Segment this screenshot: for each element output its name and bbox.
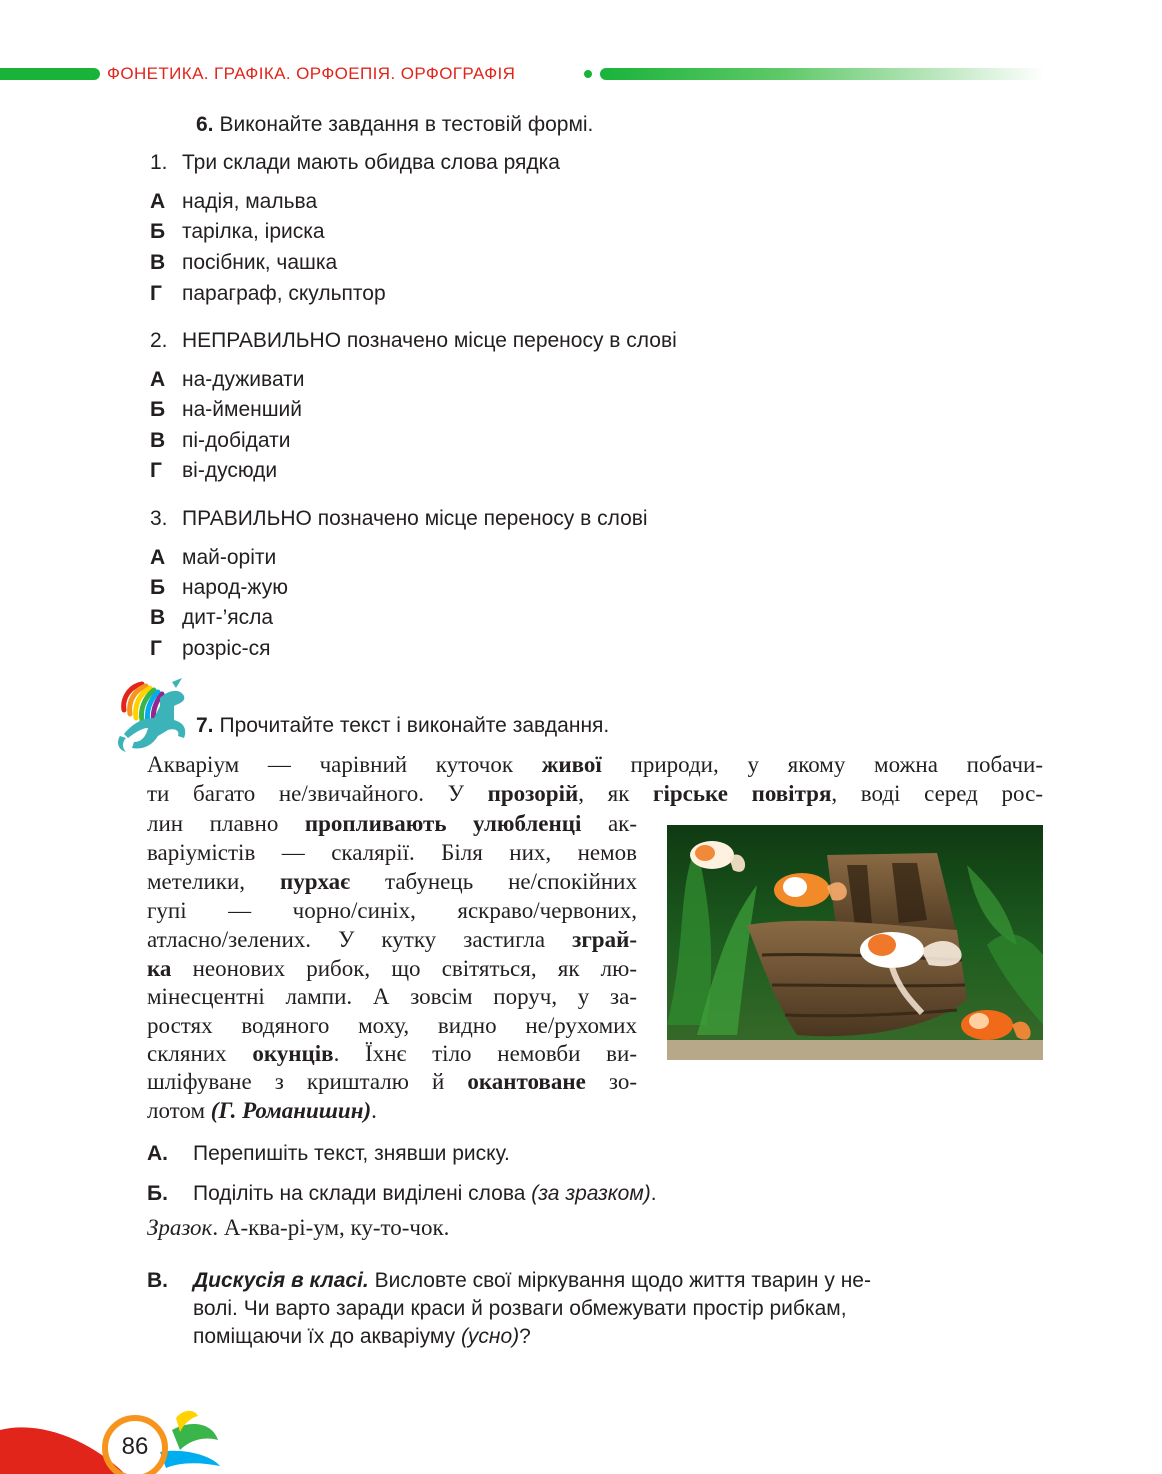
q1-option-a [150, 189, 317, 215]
option-letter: В [150, 606, 166, 629]
option-text: надія, мальва [182, 190, 318, 213]
text-run: . Їхнє тіло немовби ви- [333, 1041, 638, 1066]
option-letter: Г [150, 637, 162, 660]
text-run: атласно/зелених. У кутку застигла [147, 927, 573, 952]
text-line [147, 840, 637, 866]
text-run: табунець не/спокійних [350, 869, 637, 894]
subtask-letter: В. [147, 1269, 168, 1292]
subtask-text: Перепишіть текст, знявши риску. [193, 1142, 510, 1165]
text-line [147, 752, 1043, 778]
question-number: 3. [150, 507, 168, 530]
text-line [147, 956, 637, 982]
header-bar-left [0, 68, 100, 80]
discussion-line1: Висловте свої міркування щодо життя тварин у не- [368, 1269, 871, 1292]
question-3 [150, 506, 648, 532]
text-run: Акваріум — чарівний куточок [147, 752, 542, 777]
text-run: ак- [581, 811, 637, 836]
subtask-note: (за зразком) [531, 1182, 651, 1205]
option-text: дит-’ясла [182, 606, 274, 629]
option-text: пі-добідати [182, 429, 291, 452]
sample-line [147, 1215, 449, 1241]
option-text: народ-жую [182, 576, 288, 599]
q2-option-a [150, 367, 305, 393]
option-letter: Г [150, 459, 162, 482]
bold-word: окантоване [467, 1069, 586, 1094]
header-dot [584, 70, 592, 78]
bold-word: ка [147, 956, 172, 981]
sample-text: . А-ква-рі-ум, ку-то-чок. [212, 1215, 450, 1240]
option-letter: Г [150, 282, 162, 305]
option-text: на-дуживати [182, 368, 305, 391]
text-run: , воді серед рос- [831, 781, 1043, 806]
q1-option-d [150, 281, 386, 307]
subtask-a [147, 1141, 510, 1167]
text-line [147, 781, 1043, 807]
page-number: 86 [121, 1433, 149, 1460]
option-letter: В [150, 429, 166, 452]
bold-word: прозорій [487, 781, 579, 806]
q2-option-b [150, 397, 302, 423]
text-run: шліфуване з кришталю й [147, 1069, 468, 1094]
text-run: лотом [147, 1098, 211, 1123]
option-text: ві-дусюди [182, 459, 278, 482]
task6-instruction: Виконайте завдання в тестовій формі. [219, 113, 594, 136]
text-run: скляних [147, 1041, 253, 1066]
text-line [147, 1041, 637, 1067]
subtask-text: Поділіть на склади виділені слова [193, 1182, 532, 1205]
option-text: розріс-ся [182, 637, 271, 660]
q2-option-d [150, 458, 277, 484]
q1-option-b [150, 219, 325, 245]
option-text: тарілка, іриска [182, 220, 325, 243]
text-line [147, 984, 637, 1010]
task6-number: 6. [196, 113, 214, 136]
text-run: природи, у якому можна побачи- [601, 752, 1043, 777]
task7-instruction: Прочитайте текст і виконайте завдання. [219, 714, 610, 737]
bold-word: окунців [252, 1041, 334, 1066]
option-letter: Б [150, 398, 166, 421]
option-letter: Б [150, 576, 166, 599]
question-text: НЕПРАВИЛЬНО позначено місце переносу в слові [182, 329, 677, 352]
option-text: параграф, скульптор [182, 282, 386, 305]
bold-word: зграй- [572, 927, 637, 952]
sample-label: Зразок [147, 1215, 213, 1240]
question-number: 2. [150, 329, 168, 352]
text-line [147, 869, 637, 895]
option-text: на-йменший [182, 398, 303, 421]
text-line [147, 927, 637, 953]
page-header [0, 62, 1162, 88]
section-title: ФОНЕТИКА. ГРАФІКА. ОРФОЕПІЯ. ОРФОГРАФІЯ [107, 64, 516, 83]
text-line [147, 1013, 637, 1039]
option-letter: А [150, 546, 166, 569]
bold-word: гірське повітря [653, 781, 832, 806]
subtask-letter: Б. [147, 1182, 168, 1205]
text-run: ти багато не/звичайного. У [147, 781, 488, 806]
option-letter: А [150, 190, 166, 213]
text-run: лин плавно [147, 811, 305, 836]
subtask-tail: . [650, 1182, 657, 1205]
text-run: . [371, 1098, 377, 1123]
question-number: 1. [150, 151, 168, 174]
option-text: посібник, чашка [182, 251, 338, 274]
discussion-line3 [193, 1324, 531, 1350]
bold-word: пропливають улюбленці [304, 811, 582, 836]
q1-option-c [150, 250, 337, 276]
q3-option-b [150, 575, 288, 601]
discussion-tail: ? [519, 1325, 531, 1348]
text-line [147, 898, 637, 924]
bold-word: пурхає [279, 869, 351, 894]
task6-heading [196, 112, 593, 138]
question-text: Три склади мають обидва слова рядка [182, 151, 560, 174]
q3-option-a [150, 545, 276, 571]
option-letter: Б [150, 220, 166, 243]
question-2 [150, 328, 677, 354]
subtask-c [147, 1268, 871, 1294]
subtask-letter: А. [147, 1142, 168, 1165]
text-run: варіумістів — скалярії. Біля них, немов [147, 840, 637, 865]
discussion-note: (усно) [460, 1325, 520, 1348]
text-run: ростях водяного моху, видно не/рухомих [147, 1013, 637, 1038]
q3-option-d [150, 636, 270, 662]
bold-word: живої [541, 752, 602, 777]
author-citation: (Г. Романишин) [210, 1098, 372, 1123]
text-line [147, 1069, 637, 1095]
text-run: мінесцентні лампи. А зовсім поруч, у за- [147, 984, 637, 1009]
text-run: гупі — чорно/синіх, яскраво/червоних, [147, 898, 637, 923]
discussion-line2: волі. Чи варто заради краси й розваги обмежувати простір рибкам, [193, 1297, 847, 1320]
subtask-b [147, 1181, 657, 1207]
q3-option-c [150, 605, 273, 631]
task7-number: 7. [196, 714, 214, 737]
text-line [147, 1098, 637, 1124]
q2-option-c [150, 428, 290, 454]
header-bar-right [600, 68, 1045, 80]
task7-heading [196, 713, 609, 739]
text-run: неонових рибок, що світяться, як лю- [171, 956, 637, 981]
unicorn-icon [112, 676, 194, 758]
aquarium-photo [667, 825, 1043, 1060]
text-line [147, 811, 637, 837]
question-text: ПРАВИЛЬНО позначено місце переносу в слові [182, 507, 648, 530]
option-text: май-оріти [182, 546, 277, 569]
option-letter: В [150, 251, 166, 274]
text-run: зо- [585, 1069, 637, 1094]
discussion-line3-text: поміщаючи їх до акваріуму [193, 1325, 461, 1348]
question-1 [150, 150, 560, 176]
option-letter: А [150, 368, 166, 391]
text-run: , як [578, 781, 654, 806]
discussion-label: Дискусія в класі. [193, 1269, 369, 1292]
text-run: метелики, [147, 869, 280, 894]
